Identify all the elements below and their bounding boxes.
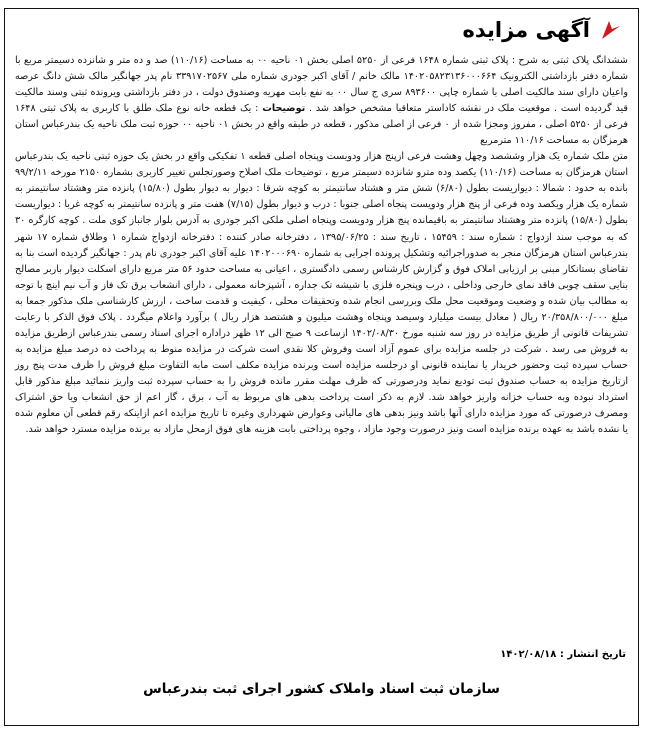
paragraph-property-b: : یک قطعه خانه نوع ملک طلق با کاربری به پلاک ثبتی ۱۶۴۸ فرعی از ۵۲۵۰ اصلی ، مفروز ومجزا شده از ۰ فرعی از اصلی مذکور ، قطعه در طبقه واقع در بخش ۰۱ ناحیه ۰۰ حوزه ثبت ملک ناحیه یک بندرعباس استان هرمزگان به مساحت ۱۱۰/۱۶ مترمربع [15, 103, 629, 147]
paragraph-property-a: ششدانگ پلاک ثبتی به شرح : پلاک ثبتی شماره ۱۶۴۸ فرعی از ۵۲۵۰ اصلی بخش ۰۱ ناحیه ۰۰ به مساحت (۱۱۰/۱۶) صد و ده متر و شانزده دسیمتر مربع با شماره دفتر بازداشتی الکترونیک ۱۴۰۲۰۵۸۲۳۱۳۶۰۰۰۶۶۴ مالک خانم / آقای اکبر جودری شماره ملی ۳۳۹۱۷۰۲۵۶۷ نام پدر جهانگیر مالک شش دانگ عرصه واعیان دارای سند مالکیت اصلی با شماره چاپی ۸۹۳۶۰۰ سری ج سال ۰۰ به نفع بابت مهریه وصندوق دولت ، در دفتر بازداشتی ویرونده ثبتی وسند مالکیت قید گردیده است . موقعیت ملک در نقشه کاداستر متعاقبا مشخص خواهد شد . [15, 55, 628, 115]
notice-header [462, 17, 624, 43]
notice-body [15, 53, 628, 438]
notice-title: آگهی مزایده [462, 18, 590, 42]
publish-date [500, 649, 626, 660]
notice-frame [4, 8, 639, 726]
publish-date-value: ۱۴۰۲/۰۸/۱۸ [500, 649, 557, 660]
paragraph-property [15, 53, 628, 149]
description-label: توضیحات [262, 103, 306, 115]
red-arrow-icon [598, 17, 624, 43]
organization-signature: سازمان ثبت اسناد واملاک کشور اجرای ثبت بندرعباس [143, 681, 500, 697]
publish-date-label: تاریخ انتشار : [559, 649, 626, 660]
paragraph-details: متن ملک شماره یک هزار وششصد وچهل وهشت فرعی ازپنج هزار ودویست وپنجاه اصلی قطعه ۱ تفکیکی واقع در بخش یک حوزه ثبتی ناحیه یک بندرعباس استان هرمزگان به مساحت (۱۱۰/۱۶) یکصد وده مترو شانزده دسیمتر مربع ، توضیحات ملک اصلاح وصورتجلس تغییر کاربری بشماره ۲۱۵۰ مورخه ۹۹/۲/۱۱ بانده به حدود : شمالا : دیواریست بطول (۶/۸۰) شش متر و هشتاد سانتیمتر به کوچه شرقا : دیوار به دیوار بطول (۱۵/۸۰) پانزده متر وهشتاد سانتیمتر به شماره یک هزار ویکصد وده فرعی از پنج هزار ودویست پنجاه اصلی جنوبا : درب و دیوار بطول (۷/۱۵) هفت متر و پانزده سانتیمتر به کوچه غربا : دیواریست بطول (۱۵/۸۰) پانزده متر وهشتاد سانتیمتر به باقیمانده پنج هزار ودویست وپنجاه اصلی ملکی اکبر جودری به آدرس بلوار جانباز کوی ملت . کوچه کارگره ۳۰ که به موجب سند ازدواج : شماره سند : ۱۵۴۵۹ ، تاریخ سند : ۱۳۹۵/۰۶/۲۵ ، دفترخانه صادر کننده : دفترخانه ازدواج شماره ۱ وطلاق شماره ۱۷ شهر بندرعباس استان هرمزگان منجر به صدوراجرائیه وتشکیل پرونده اجرایی به شماره ۱۴۰۲۰۰۰۶۹۰ علیه آقای اکبر جودری نام پدر : جهانگیر گردیده است بنا به تقاضای بستانکار مبنی بر ارزیابی املاک فوق و گزارش کارشناس رسمی دادگستری ، اعیانی به مساحت حدود ۵۶ متر مربع دارای اسکلت دیوار باربر مصالح بنایی سقف چوبی فاقد نمای خارجی وداخلی ، درب وپنجره فلزی با شیشه تک جداره ، آشپزخانه معمولی ، دارای انشعاب برق تک فاز و آب نیم اینچ با توجه به مطالب بیان شده و وضعیت وموقعیت محل ملک وبررسی انجام شده وتحقیقات محلی ، کیفیت و قدمت ساخت ، ارزش کارشناسی ملک مذکور جمعا به مبلغ ۲۰/۳۵۸/۸۰۰/۰۰۰ ریال ( معادل بیست میلیارد وسیصد وپنجاه وهشت میلیون و هشتصد هزار ریال ) برآورد واعلام میگردد . پلاک فوق الذکر با رعایت تشریفات قانونی از طریق مزایده در روز سه شنبه مورخ ۱۴۰۲/۰۸/۳۰ ازساعت ۹ صبح الی ۱۲ ظهر دراداره اجرای اسناد رسمی بندرعباس ازطریق مزایده به فروش می رسد . شرکت در جلسه مزایده برای عموم آزاد است وفروش کلا نقدی است شرکت در مزایده منوط به پرداخت ده درصد مبلغ مزایده به حساب سپرده ثبت وحضور خریدار یا نماینده قانونی او درجلسه مزایده است وبرنده مزایده مکلف است مابه التفاوت مبلغ فروش را ظرف مدت پنج روز ازتاریخ مزایده به حساب صندوق ثبت تودیع نماید ودرصورتی که ظرف مهلت مقرر مانده فروش را به حساب سپرده ثبت واریز ننمائید مبلغ مذکور قابل استرداد نبوده وبه حساب خزانه واریز خواهد شد. لازم به ذکر است پرداخت بدهی های مربوط به آب ، برق ، گاز اعم از حق انشعاب ویا حق اشتراک ومصرف درصورتی که مورد مزایده دارای آنها باشد ونیز بدهی های مالیاتی وعوارض شهرداری وغیره تا تاریخ مزایده اعم ازاینکه رقم قطعی آن معلوم شده یا نشده باشد به عهده برنده مزایده است ونیز درصورت وجود مازاد ، وجوه پرداختی بابت هزینه های فوق ازمحل مازاد به برنده مزایده مسترد خواهد شد. [15, 151, 629, 436]
